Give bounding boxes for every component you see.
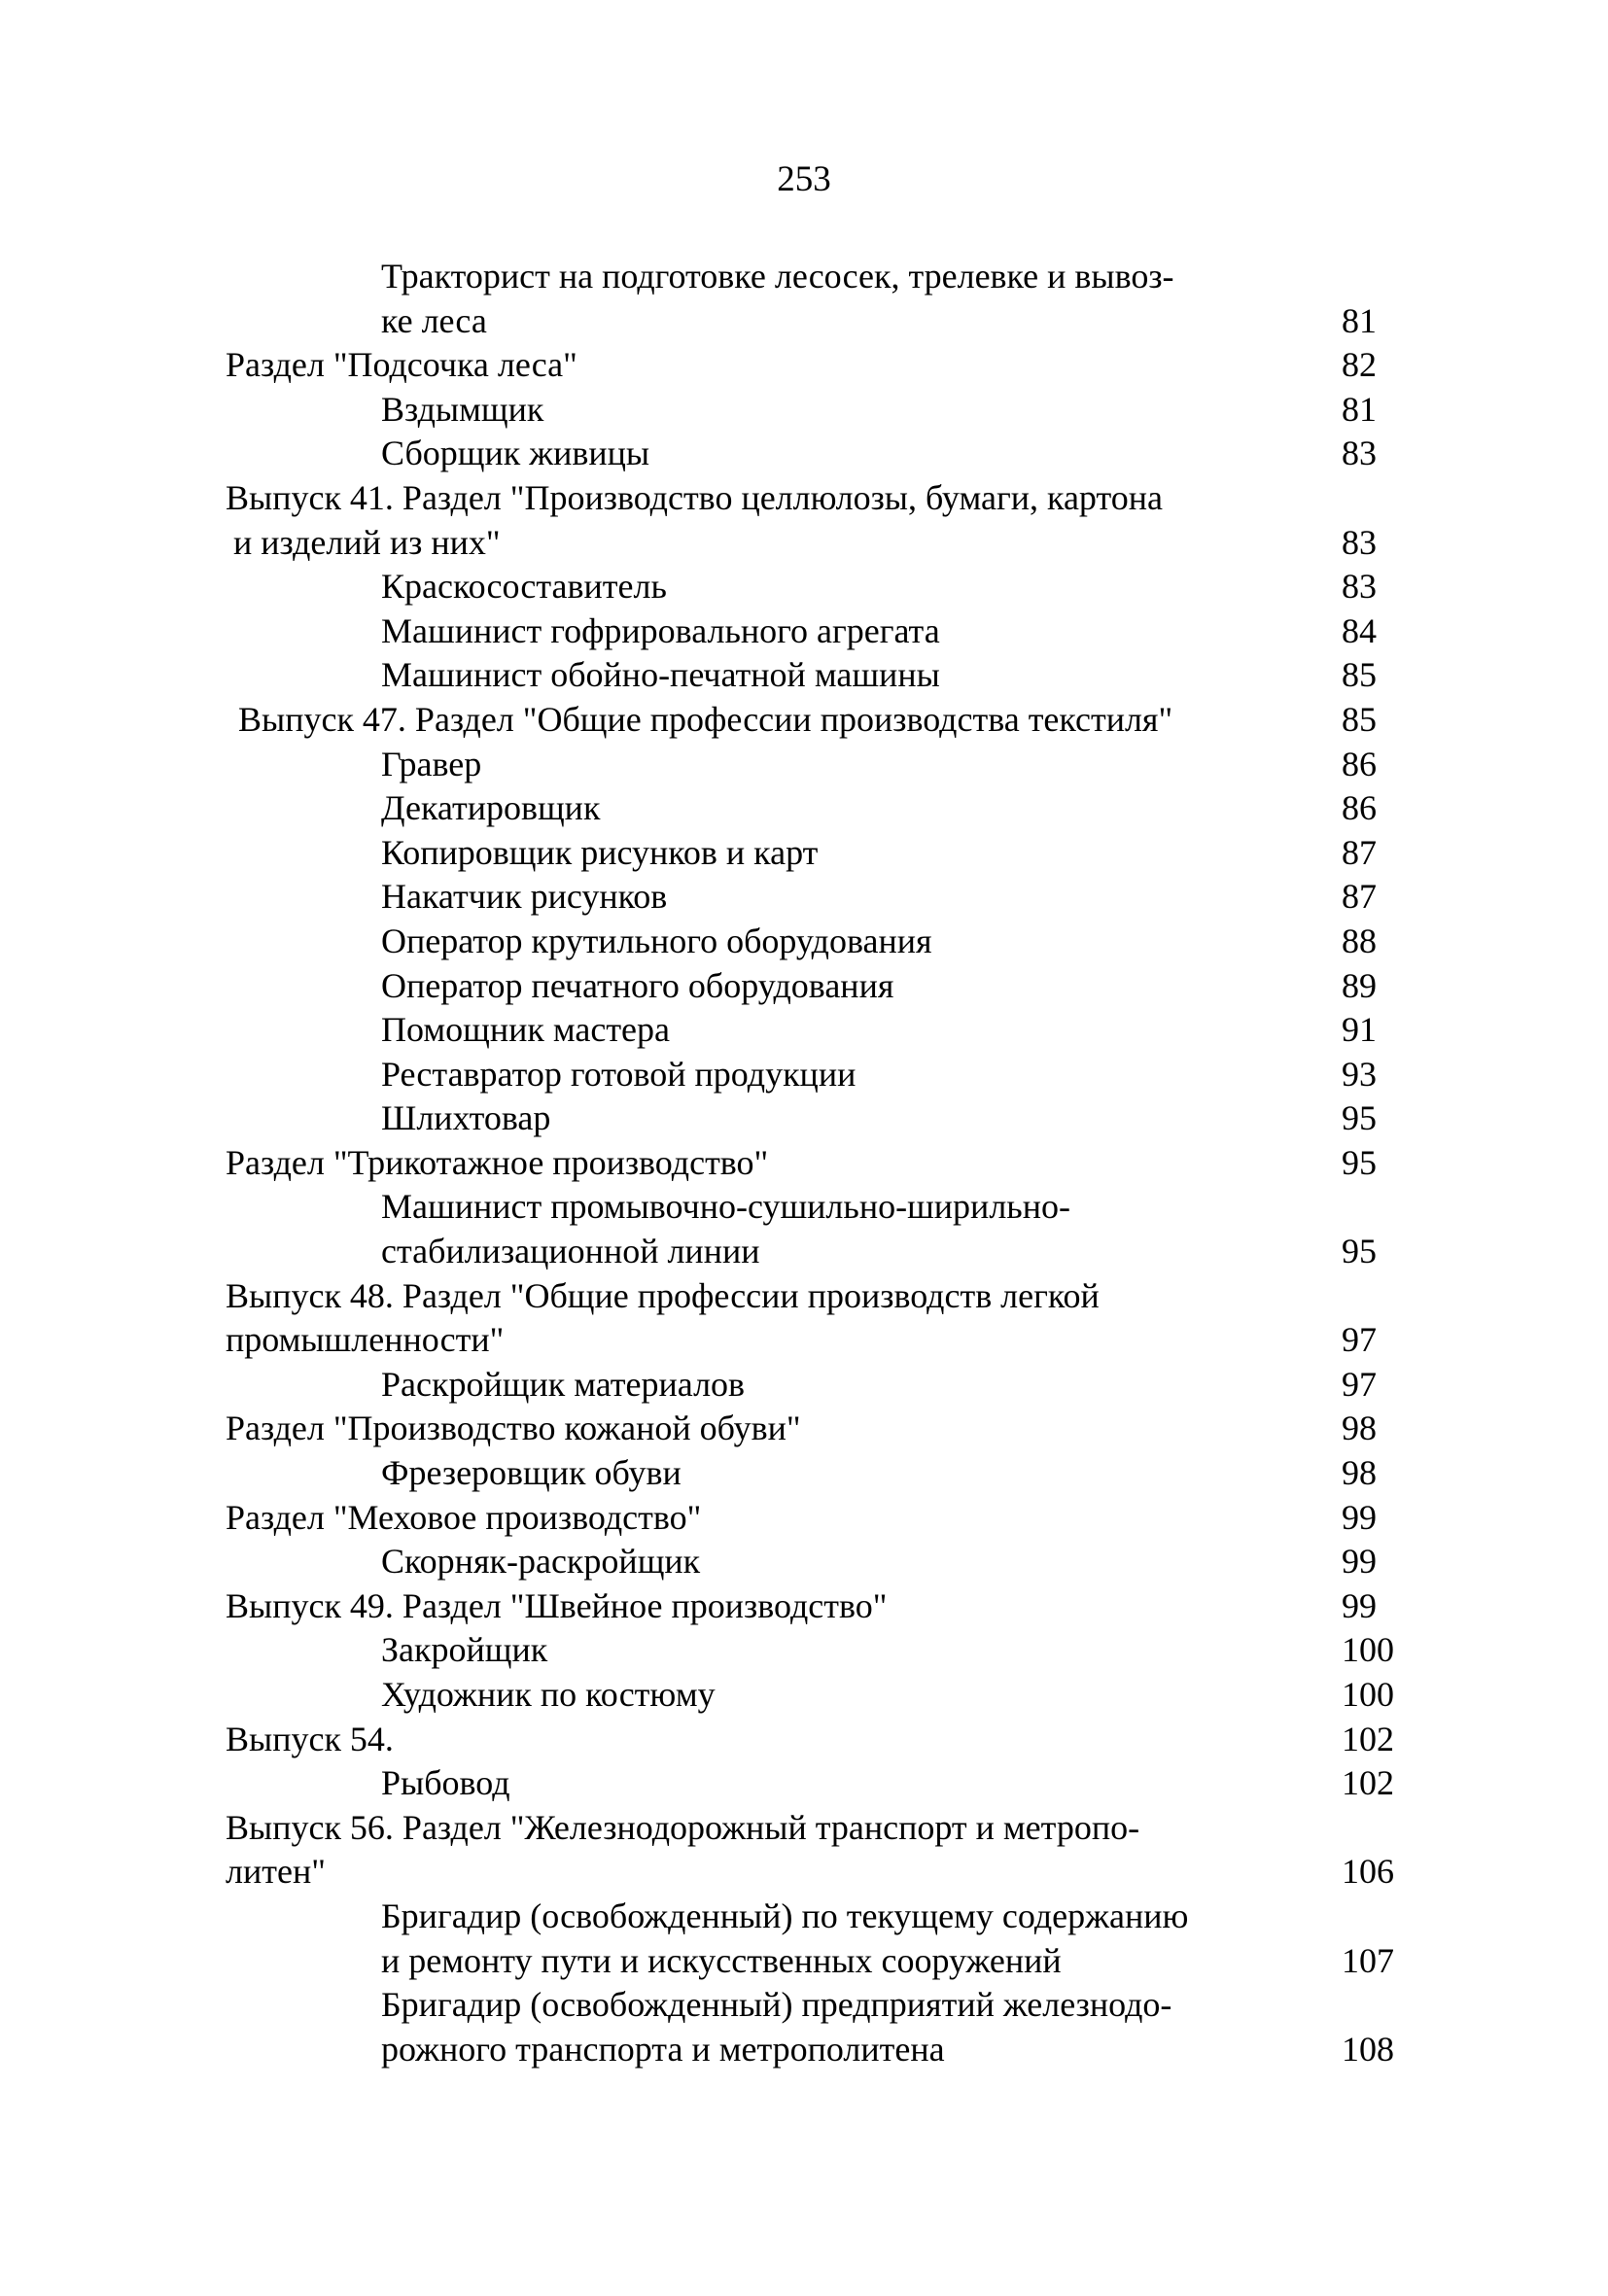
toc-entry xyxy=(0,920,1608,964)
toc-entry-title: Машинист гофрировального агрегата xyxy=(381,610,940,650)
toc-entry xyxy=(0,1718,1608,1762)
toc-entry-title: Выпуск 54. xyxy=(226,1719,394,1758)
toc-entry xyxy=(0,1761,1608,1806)
toc-entry xyxy=(0,1230,1608,1274)
toc-entry-title: Выпуск 47. Раздел "Общие профессии производства текстиля" xyxy=(238,699,1173,739)
toc-entry-page: 88 xyxy=(1342,921,1377,960)
toc-entry-page: 83 xyxy=(1342,567,1377,607)
toc-entry-page: 98 xyxy=(1342,1453,1377,1493)
toc-entry xyxy=(0,343,1608,388)
toc-entry-title: Выпуск 41. Раздел "Производство целлюлозы, бумаги, картона xyxy=(226,477,1163,517)
toc-entry-page: 99 xyxy=(1342,1585,1377,1625)
toc-entry-title: Художник по костюму xyxy=(381,1675,716,1714)
toc-entry xyxy=(0,1053,1608,1097)
toc-entry-title: Раздел "Трикотажное производство" xyxy=(226,1142,769,1182)
toc-entry-title: ке леса xyxy=(381,300,487,340)
toc-entry-page: 95 xyxy=(1342,1098,1377,1138)
toc-entry xyxy=(0,565,1608,609)
toc-entry-title: Выпуск 48. Раздел "Общие профессии производств легкой xyxy=(226,1275,1100,1315)
toc-entry-title: рожного транспорта и метрополитена xyxy=(381,2029,945,2069)
toc-entry-page: 85 xyxy=(1342,655,1377,695)
toc-entry-title: Помощник мастера xyxy=(381,1010,671,1050)
toc-entry xyxy=(0,1983,1608,2028)
toc-entry-title: Выпуск 49. Раздел "Швейное производство" xyxy=(226,1585,888,1625)
toc-entry-title: промышленности" xyxy=(226,1320,505,1360)
toc-entry-title: стабилизационной линии xyxy=(381,1232,760,1271)
toc-entry-title: Тракторист на подготовке лесосек, трелевке и вывоз- xyxy=(381,257,1174,296)
toc-entry-title: Закройщик xyxy=(381,1630,548,1670)
toc-entry xyxy=(0,1318,1608,1363)
toc-entry-title: Оператор крутильного оборудования xyxy=(381,921,932,960)
toc-entry xyxy=(0,1185,1608,1230)
toc-entry-page: 87 xyxy=(1342,832,1377,872)
toc-entry-title: Оператор печатного оборудования xyxy=(381,965,894,1005)
toc-entry-page: 108 xyxy=(1342,2029,1394,2069)
toc-entry-title: Раздел "Подсочка леса" xyxy=(226,345,577,385)
toc-entry xyxy=(0,1806,1608,1851)
toc-entry xyxy=(0,521,1608,566)
toc-entry-title: Шлихтовар xyxy=(381,1098,551,1138)
toc-entry-page: 93 xyxy=(1342,1054,1377,1094)
toc-entry-page: 99 xyxy=(1342,1497,1377,1537)
toc-entry xyxy=(0,432,1608,476)
toc-entry xyxy=(0,299,1608,344)
toc-entry-page: 107 xyxy=(1342,1940,1394,1980)
toc-entry-title: Сборщик живицы xyxy=(381,434,650,473)
toc-entry xyxy=(0,1895,1608,1939)
page-number: 253 xyxy=(777,159,831,199)
toc-entry xyxy=(0,1407,1608,1451)
toc-entry xyxy=(0,1850,1608,1895)
toc-entry-title: и изделий из них" xyxy=(233,522,501,562)
toc-entry-title: Раздел "Производство кожаной обуви" xyxy=(226,1409,801,1448)
toc-entry-title: Раскройщик материалов xyxy=(381,1364,746,1404)
toc-entry xyxy=(0,1451,1608,1496)
toc-entry-title: и ремонту пути и искусственных сооружений xyxy=(381,1940,1062,1980)
toc-entry-title: Рыбовод xyxy=(381,1763,510,1803)
toc-entry-page: 84 xyxy=(1342,610,1377,650)
toc-entry-title: Бригадир (освобожденный) по текущему содержанию xyxy=(381,1896,1189,1935)
toc-entry xyxy=(0,1673,1608,1718)
toc-entry xyxy=(0,1939,1608,1984)
toc-entry-page: 82 xyxy=(1342,345,1377,385)
toc-entry-title: Раздел "Меховое производство" xyxy=(226,1497,702,1537)
toc-entry-page: 87 xyxy=(1342,877,1377,917)
toc-entry-page: 100 xyxy=(1342,1675,1394,1714)
toc-entry-page: 85 xyxy=(1342,699,1377,739)
toc-entry xyxy=(0,1628,1608,1673)
toc-entry-title: Декатировщик xyxy=(381,788,601,828)
toc-entry-page: 102 xyxy=(1342,1719,1394,1758)
toc-entry xyxy=(0,1496,1608,1541)
toc-entry xyxy=(0,743,1608,787)
toc-entry xyxy=(0,2028,1608,2072)
toc-entry xyxy=(0,388,1608,433)
toc-entry-page: 83 xyxy=(1342,522,1377,562)
toc-entry-page: 99 xyxy=(1342,1542,1377,1582)
toc-entry-title: Вздымщик xyxy=(381,389,544,429)
toc-entry xyxy=(0,609,1608,654)
toc-entry xyxy=(0,1540,1608,1584)
toc-entry xyxy=(0,831,1608,876)
toc-entry-page: 83 xyxy=(1342,434,1377,473)
toc-entry xyxy=(0,1274,1608,1319)
toc-entry xyxy=(0,653,1608,698)
toc-entry-page: 86 xyxy=(1342,788,1377,828)
toc-entry xyxy=(0,1363,1608,1408)
toc-entry-title: литен" xyxy=(226,1852,326,1892)
toc-entry-page: 102 xyxy=(1342,1763,1394,1803)
toc-entry-page: 95 xyxy=(1342,1232,1377,1271)
toc-entry-page: 106 xyxy=(1342,1852,1394,1892)
toc-entry-title: Накатчик рисунков xyxy=(381,877,668,917)
toc-entry xyxy=(0,875,1608,920)
toc-entry-page: 98 xyxy=(1342,1409,1377,1448)
toc-entry-title: Копировщик рисунков и карт xyxy=(381,832,819,872)
toc-entry xyxy=(0,255,1608,299)
toc-entry-title: Краскосоставитель xyxy=(381,567,667,607)
toc-entry xyxy=(0,1096,1608,1141)
toc-entry-title: Машинист обойно-печатной машины xyxy=(381,655,940,695)
toc-entry-title: Гравер xyxy=(381,744,482,783)
toc-entry xyxy=(0,1141,1608,1186)
toc-entry-page: 97 xyxy=(1342,1364,1377,1404)
toc-entry-title: Реставратор готовой продукции xyxy=(381,1054,856,1094)
toc-entry-page: 100 xyxy=(1342,1630,1394,1670)
toc-entry xyxy=(0,1584,1608,1629)
table-of-contents xyxy=(0,255,1608,2071)
toc-entry-page: 91 xyxy=(1342,1010,1377,1050)
toc-entry-title: Машинист промывочно-сушильно-ширильно- xyxy=(381,1187,1070,1227)
toc-entry-page: 97 xyxy=(1342,1320,1377,1360)
toc-entry-title: Скорняк-раскройщик xyxy=(381,1542,701,1582)
toc-entry xyxy=(0,1008,1608,1053)
toc-entry-page: 81 xyxy=(1342,300,1377,340)
toc-entry-page: 81 xyxy=(1342,389,1377,429)
toc-entry-title: Выпуск 56. Раздел "Железнодорожный транспорт и метропо- xyxy=(226,1807,1140,1847)
toc-entry-title: Фрезеровщик обуви xyxy=(381,1453,682,1493)
toc-entry xyxy=(0,964,1608,1009)
toc-entry-page: 89 xyxy=(1342,965,1377,1005)
toc-entry xyxy=(0,698,1608,743)
toc-entry-page: 86 xyxy=(1342,744,1377,783)
toc-entry xyxy=(0,476,1608,521)
toc-entry-page: 95 xyxy=(1342,1142,1377,1182)
toc-entry-title: Бригадир (освобожденный) предприятий железнодо- xyxy=(381,1985,1172,2025)
toc-entry xyxy=(0,786,1608,831)
